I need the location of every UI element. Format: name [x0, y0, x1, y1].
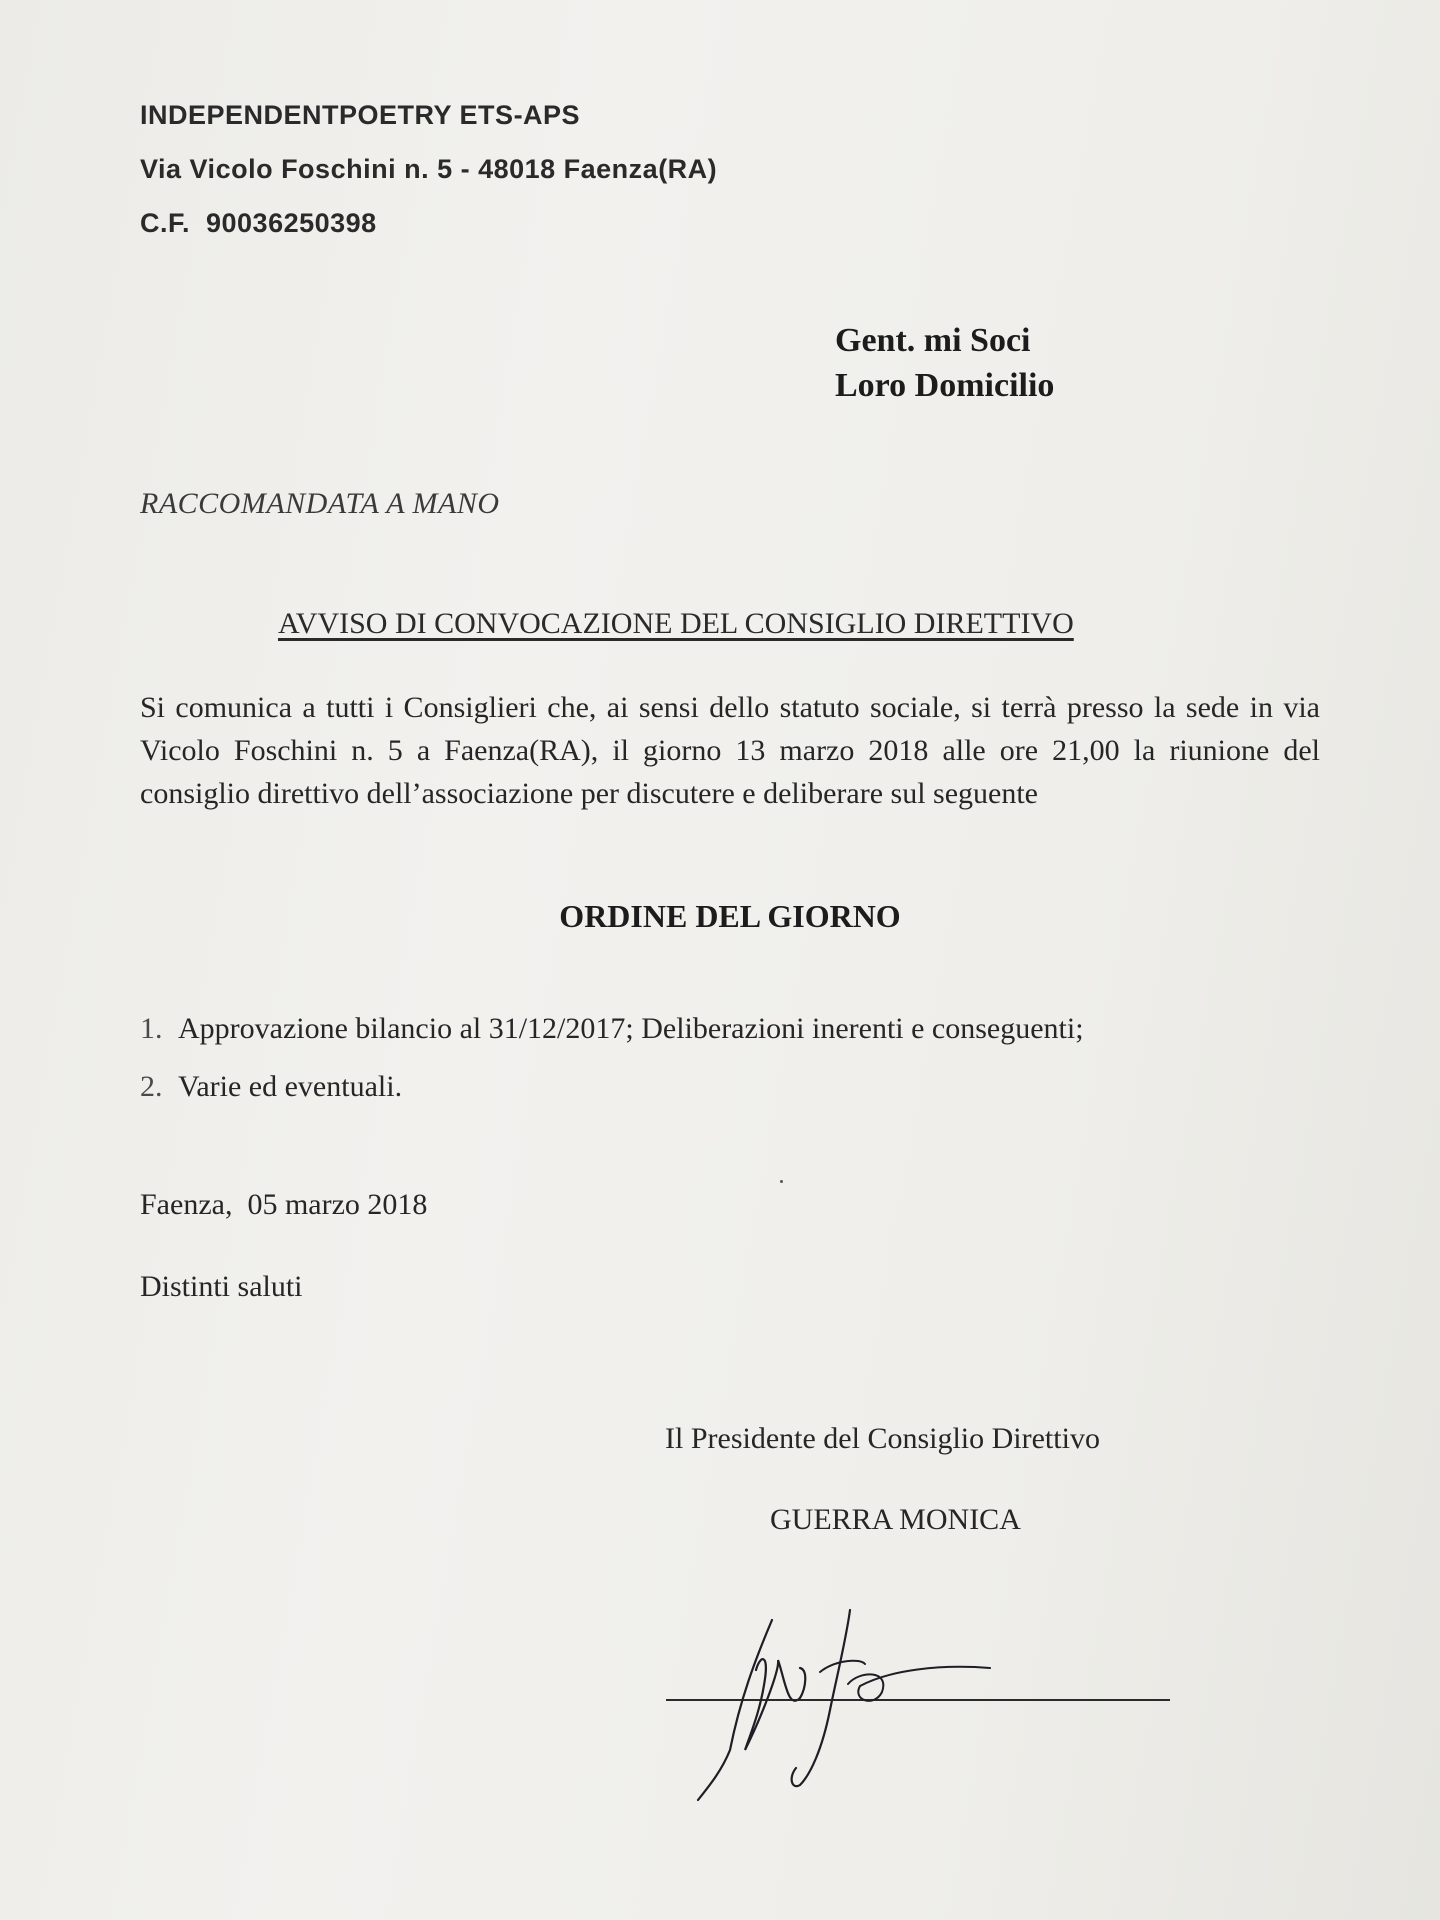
org-name: INDEPENDENTPOETRY ETS-APS	[140, 100, 581, 130]
body-paragraph: Si comunica a tutti i Consiglieri che, ai sensi dello statuto sociale, si terrà presso la sede in via Vicolo Foschini n. 5 a Faenza(RA), il giorno 13 marzo 2018 alle ore 21,00 la riunione del consiglio direttivo dell’associazione per discutere e deliberare sul seguente	[140, 691, 1320, 810]
agenda-item-number: 1.	[140, 1012, 163, 1045]
agenda-title: ORDINE DEL GIORNO	[559, 898, 901, 934]
place-date: Faenza, 05 marzo 2018	[140, 1188, 428, 1221]
agenda-item	[140, 1070, 1084, 1104]
signatory-role: Il Presidente del Consiglio Direttivo	[665, 1422, 1100, 1455]
ink-speck	[780, 1180, 783, 1183]
document-title: AVVISO DI CONVOCAZIONE DEL CONSIGLIO DIRETTIVO	[278, 607, 1074, 640]
closing-salutation: Distinti saluti	[140, 1270, 303, 1303]
recipient-line-2: Loro Domicilio	[835, 367, 1055, 404]
org-address: Via Vicolo Foschini n. 5 - 48018 Faenza(RA)	[140, 154, 718, 184]
agenda-item-number: 2.	[140, 1070, 163, 1103]
delivery-method: RACCOMANDATA A MANO	[140, 487, 500, 520]
handwritten-signature	[660, 1600, 1180, 1820]
tax-code: C.F. 90036250398	[140, 208, 377, 238]
recipient-block	[835, 318, 1054, 408]
signatory-name: GUERRA MONICA	[770, 1503, 1021, 1536]
recipient-line-1: Gent. mi Soci	[835, 322, 1031, 359]
agenda-item	[140, 1012, 1084, 1046]
letterhead	[140, 88, 717, 250]
agenda-item-text: Approvazione bilancio al 31/12/2017; Deliberazioni inerenti e conseguenti;	[178, 1012, 1084, 1045]
agenda-list	[140, 1012, 1084, 1128]
agenda-item-text: Varie ed eventuali.	[178, 1070, 403, 1103]
